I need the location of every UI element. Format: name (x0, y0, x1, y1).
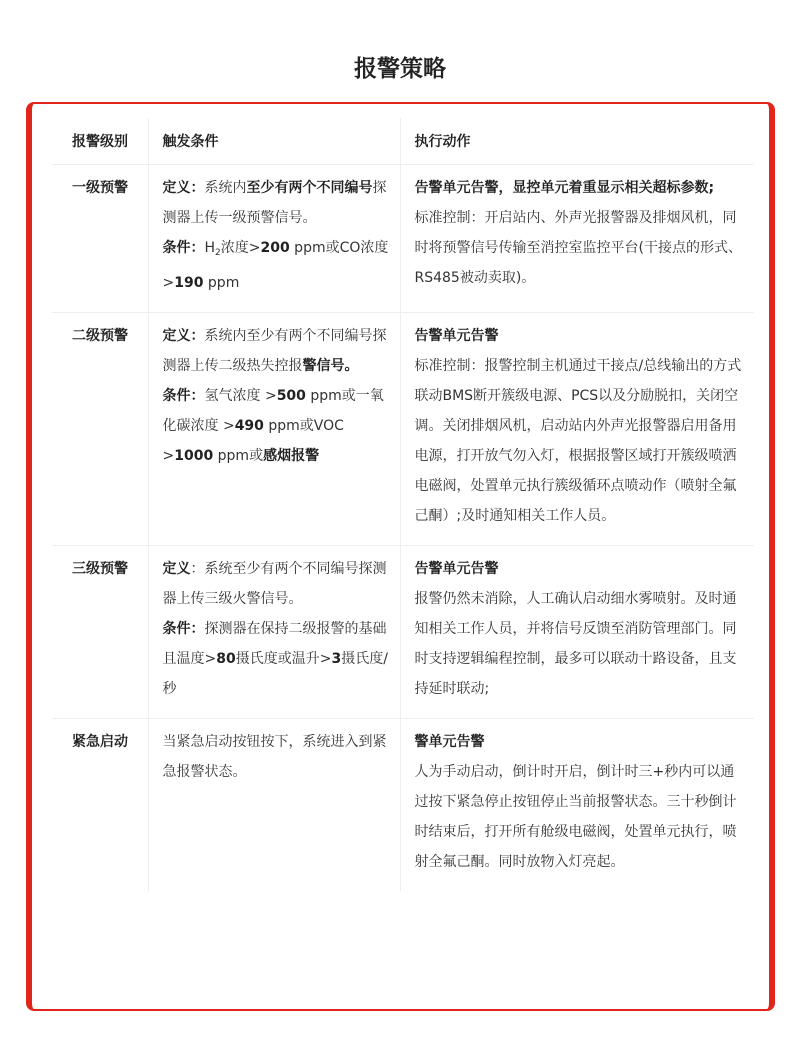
condition-text: 条件：$H_2$浓度>200 ppm或CO浓度>190 ppm (162, 240, 389, 291)
definition-text: 定义：系统至少有两个不同编号探测器上传三级火警信号。 (162, 561, 387, 607)
action-description: 报警仍然未消除，人工确认启动细水雾喷射。及时通知相关工作人员，并将信号反馈至消防管理部门。同时支持逻辑编程控制，最多可以联动十路设备，且支持延时联动; (414, 591, 737, 697)
table-row (52, 165, 754, 313)
page-title: 报警策略 (354, 56, 446, 82)
definition-text: 定义：系统内至少有两个不同编号探测器上传二级热失控报警信号。 (162, 328, 387, 374)
action-description: 标准控制：开启站内、外声光报警器及排烟风机，同时将预警信号传输至消控室监控平台(干接点的形式、RS485被动卖取)。 (414, 210, 742, 286)
action-title: 告警单元告警 (414, 328, 499, 344)
trigger-cell (148, 546, 400, 719)
definition-text: 定义：系统内至少有两个不同编号探测器上传一级预警信号。 (162, 180, 387, 226)
table-row (52, 313, 754, 546)
trigger-cell (148, 165, 400, 313)
header-execute-action: 执行动作 (400, 118, 754, 165)
table-header-row (52, 118, 754, 165)
table-row (52, 719, 754, 892)
level-cell: 一级预警 (52, 165, 148, 313)
action-description: 标准控制：报警控制主机通过干接点/总线输出的方式联动BMS断开簇级电源、PCS以及分励脱扣，关闭空调。关闭排烟风机，启动站内外声光报警器启用备用电源，打开放气勿入灯，根据报警区域打开簇级喷洒电磁阀，处置单元执行簇级循环点喷动作（喷射全氟己酮）;及时通知相关工作人员。 (414, 358, 742, 524)
trigger-cell (148, 313, 400, 546)
action-description: 人为手动启动，倒计时开启，倒计时三+秒内可以通过按下紧急停止按钮停止当前报警状态。三十秒倒计时结束后，打开所有舱级电磁阀，处置单元执行，喷射全氟己酮。同时放物入灯亮起。 (414, 764, 737, 870)
table-row (52, 546, 754, 719)
header-alarm-level: 报警级别 (52, 118, 148, 165)
condition-text: 条件：氢气浓度 >500 ppm或一氧化碳浓度 >490 ppm或VOC >1000 ppm或感烟报警 (162, 388, 384, 464)
action-title: 告警单元告警 (414, 561, 499, 577)
level-cell: 紧急启动 (72, 734, 128, 750)
action-cell (400, 719, 754, 892)
action-cell (400, 313, 754, 546)
condition-text: 条件：探测器在保持二级报警的基础且温度>80摄氏度或温升>3摄氏度/秒 (162, 621, 388, 697)
action-cell (400, 165, 754, 313)
level-cell: 二级预警 (52, 313, 148, 546)
action-cell (400, 546, 754, 719)
header-trigger-condition: 触发条件 (148, 118, 400, 165)
action-title: 告警单元告警，显控单元着重显示相关超标参数; (414, 180, 715, 196)
action-title: 警单元告警 (414, 734, 485, 750)
alarm-strategy-table (52, 118, 754, 891)
level-cell: 三级预警 (52, 546, 148, 719)
trigger-cell (148, 719, 400, 892)
definition-text: 当紧急启动按钮按下，系统进入到紧急报警状态。 (162, 734, 387, 780)
alarm-strategy-card (26, 102, 775, 1011)
